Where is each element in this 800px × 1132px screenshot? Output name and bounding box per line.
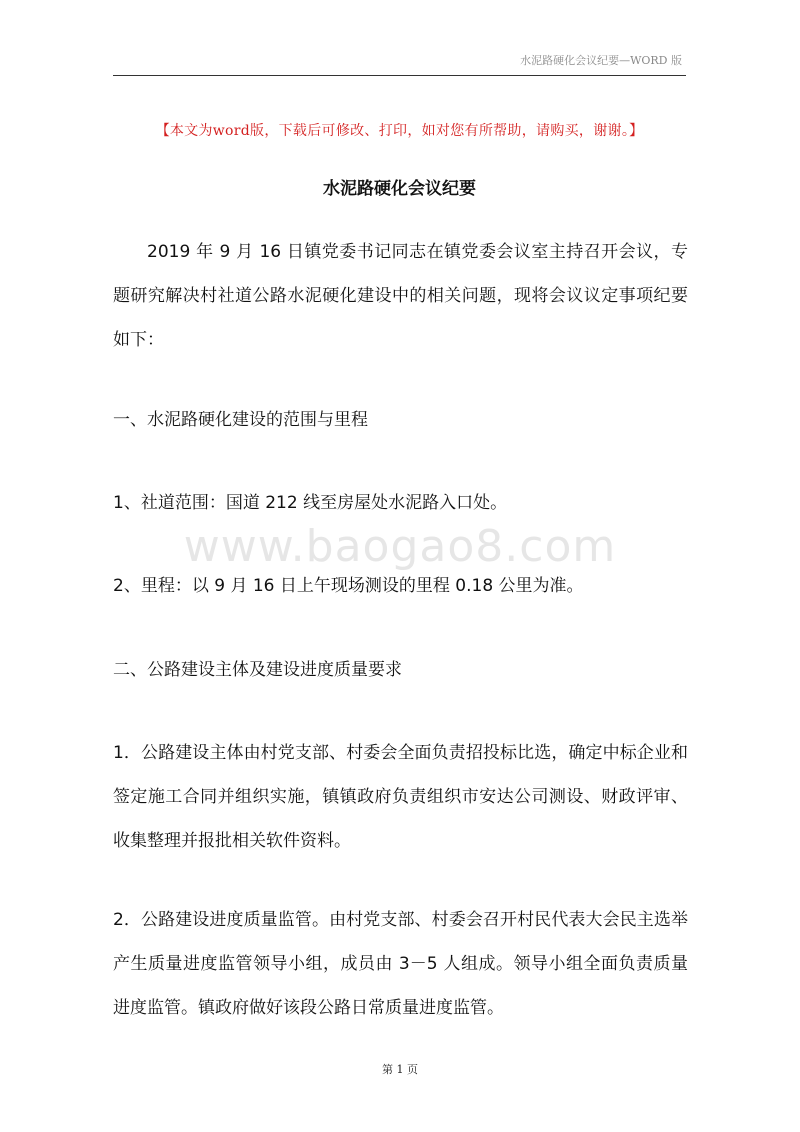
section-1-item-2: 2、里程：以 9 月 16 日上午现场测设的里程 0.18 公里为准。 <box>113 576 584 596</box>
running-header: 水泥路硬化会议纪要—WORD 版 <box>520 54 682 67</box>
section-1-heading: 一、水泥路硬化建设的范围与里程 <box>113 410 368 430</box>
section-2-item-2: 2．公路建设进度质量监管。由村党支部、村委会召开村民代表大会民主选举产生质量进度监管领导小组，成员由 3－5 人组成。领导小组全面负责质量进度监管。镇政府做好该段公路日常质量进度监管。 <box>113 910 688 1018</box>
document-title: 水泥路硬化会议纪要 <box>323 179 476 199</box>
section-2-heading: 二、公路建设主体及建设进度质量要求 <box>113 660 402 680</box>
header-divider <box>113 75 686 76</box>
watermark: www.baogao8.com <box>183 521 617 572</box>
intro-paragraph: 2019 年 9 月 16 日镇党委书记同志在镇党委会议室主持召开会议，专题研究解决村社道公路水泥硬化建设中的相关问题，现将会议议定事项纪要如下： <box>113 242 688 350</box>
purchase-notice: 【本文为word版，下载后可修改、打印，如对您有所帮助，请购买，谢谢。】 <box>155 123 644 139</box>
section-1-item-1: 1、社道范围：国道 212 线至房屋处水泥路入口处。 <box>113 493 508 513</box>
section-2-item-1: 1．公路建设主体由村党支部、村委会全面负责招投标比选，确定中标企业和签定施工合同并组织实施，镇镇政府负责组织市安达公司测设、财政评审、收集整理并报批相关软件资料。 <box>113 743 688 851</box>
page-number: 第 1 页 <box>382 1063 418 1076</box>
